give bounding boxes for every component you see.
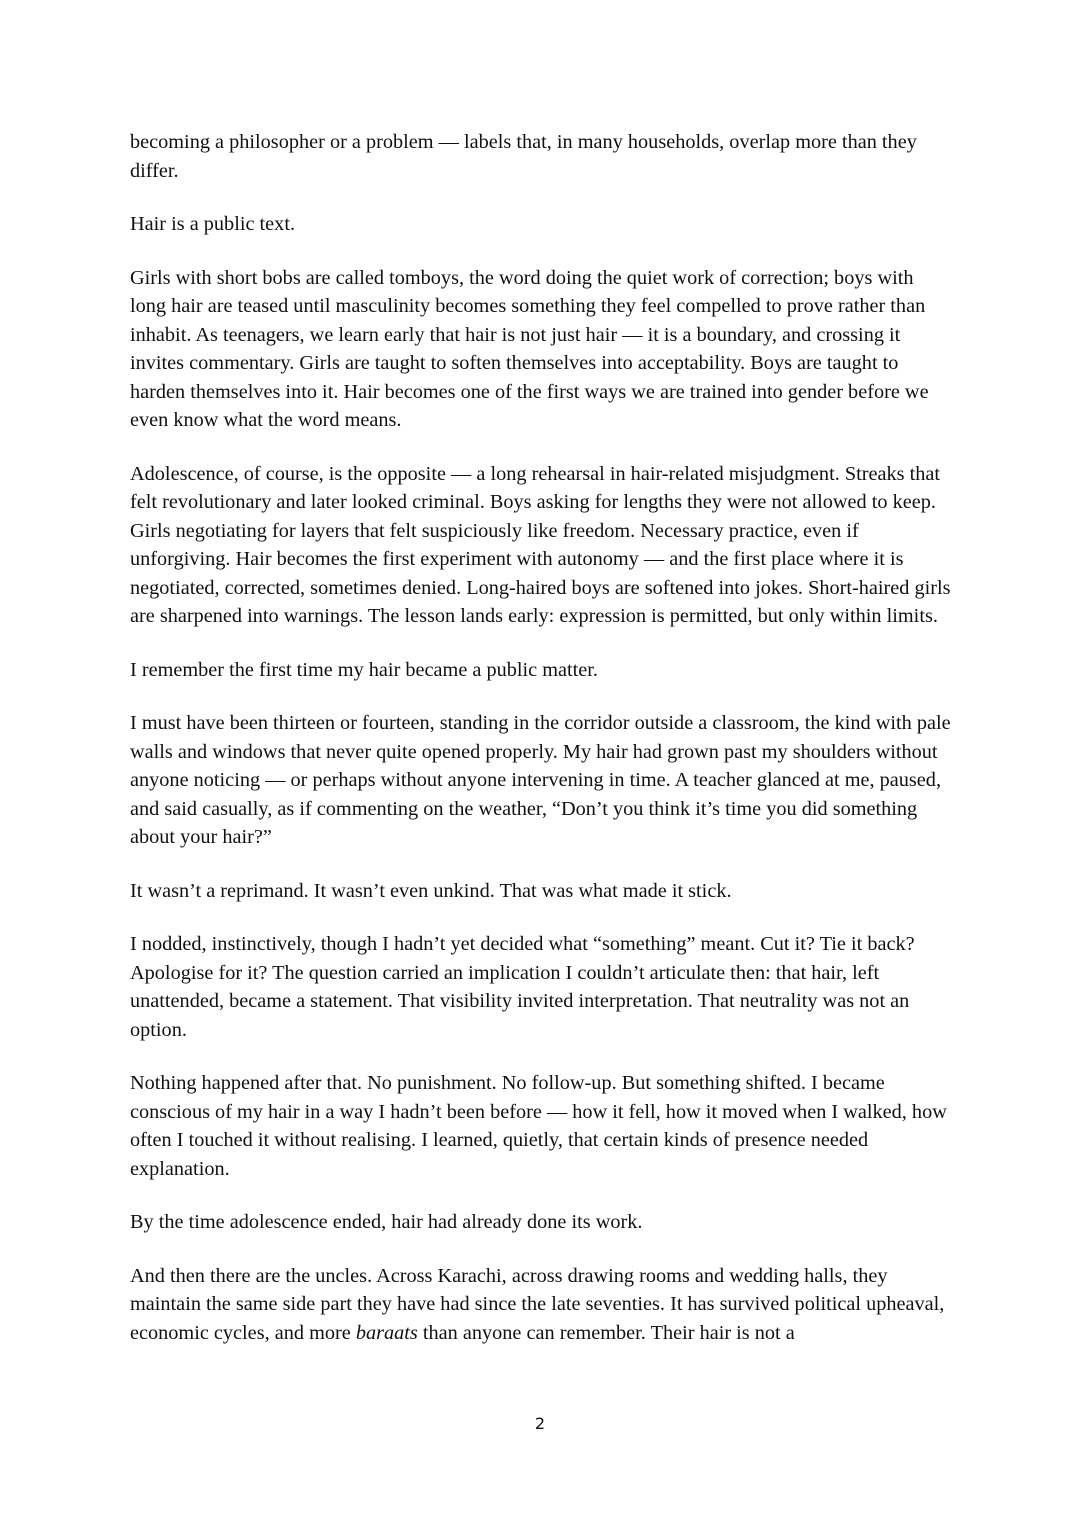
paragraph: Nothing happened after that. No punishment. No follow-up. But something shifted. I became conscious of my hair in a way I hadn’t been before — how it fell, how it moved when I walked, how often I touched it without realising. I learned, quietly, that certain kinds of presence needed explanation. [130, 1072, 947, 1180]
paragraph: It wasn’t a reprimand. It wasn’t even unkind. That was what made it stick. [130, 879, 732, 902]
paragraph-text: And then there are the uncles. Across Karachi, across drawing rooms and wedding halls, they maintain the same side part they have had since the late seventies. It has survived political upheaval, economic cycles, and more [130, 1264, 945, 1344]
paragraph: becoming a philosopher or a problem — labels that, in many households, overlap more than they differ. [130, 131, 917, 182]
paragraph-last [130, 1262, 952, 1348]
paragraph: Girls with short bobs are called tomboys, the word doing the quiet work of correction; boys with long hair are teased until masculinity becomes something they feel compelled to prove rather than inhabit. As teenagers, we learn early that hair is not just hair — it is a boundary, and crossing it invites commentary. Girls are taught to soften themselves into acceptability. Boys are taught to harden themselves into it. Hair becomes one of the first ways we are trained into gender before we even know what the word means. [130, 266, 929, 431]
paragraph: I nodded, instinctively, though I hadn’t yet decided what “something” meant. Cut it? Tie it back? Apologise for it? The question carried an implication I couldn’t articulate then: that hair, left unattended, became a statement. That visibility invited interpretation. That neutrality was not an option. [130, 933, 915, 1041]
paragraph-text: than anyone can remember. Their hair is not a [417, 1321, 795, 1344]
paragraph: By the time adolescence ended, hair had already done its work. [130, 1211, 643, 1233]
page-number: 2 [534, 1414, 546, 1433]
italic-term: baraats [355, 1321, 418, 1344]
paragraph: I must have been thirteen or fourteen, standing in the corridor outside a classroom, the kind with pale walls and windows that never quite opened properly. My hair had grown past my shoulders without anyone noticing — or perhaps without anyone intervening in time. A teacher glanced at me, paused, and said casually, as if commenting on the weather, “Don’t you think it’s time you did something about your hair?” [130, 712, 951, 848]
paragraph: I remember the first time my hair became a public matter. [130, 658, 598, 681]
paragraph: Hair is a public text. [130, 213, 296, 235]
paragraph: Adolescence, of course, is the opposite — a long rehearsal in hair-related misjudgment. Streaks that felt revolutionary and later looked criminal. Boys asking for lengths they were not allowed to keep. Girls negotiating for layers that felt suspiciously like freedom. Necessary practice, even if unforgiving. Hair becomes the first experiment with autonomy — and the first place where it is negotiated, corrected, sometimes denied. Long-haired boys are softened into jokes. Short-haired girls are sharpened into warnings. The lesson lands early: expression is permitted, but only within limits. [130, 462, 951, 627]
document-body [130, 128, 952, 1372]
